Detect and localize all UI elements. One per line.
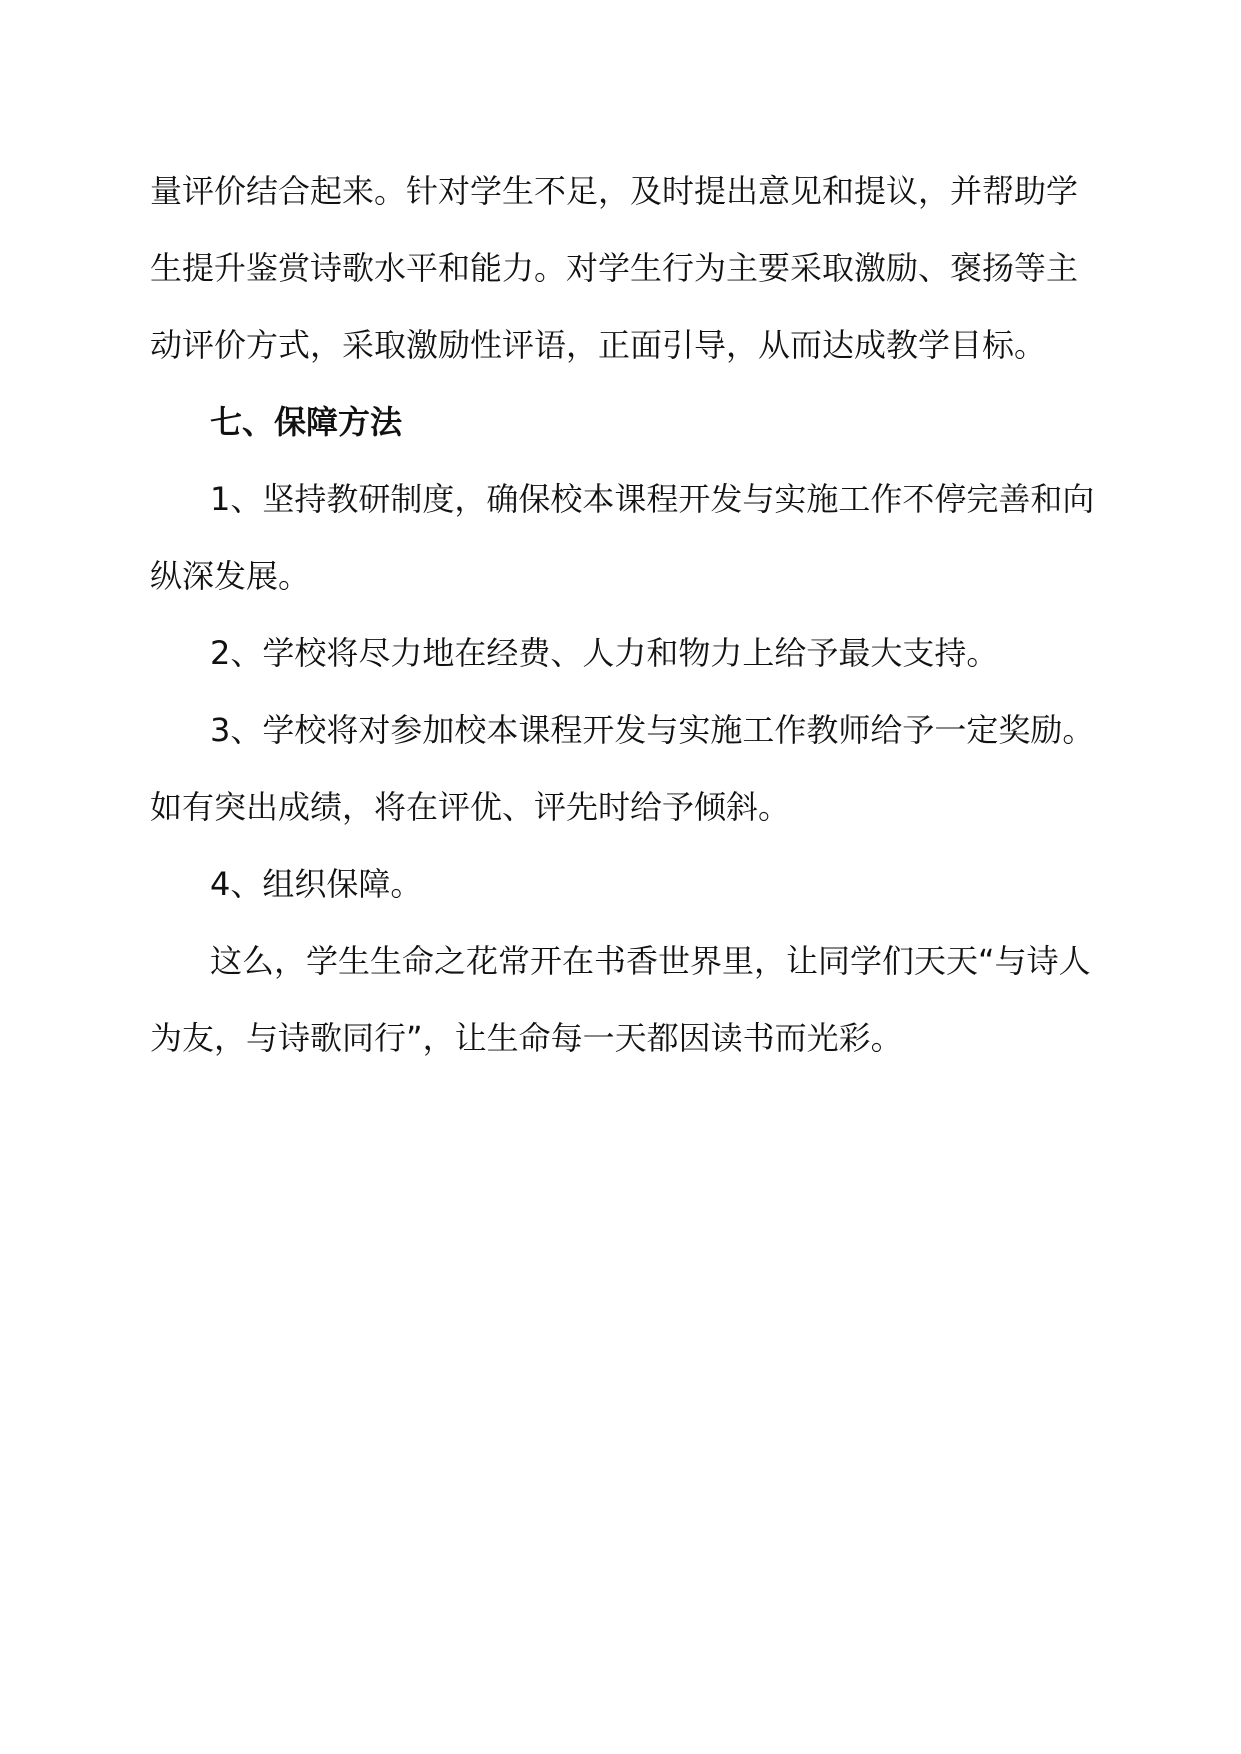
list-item-teaching-research: 1、坚持教研制度，确保校本课程开发与实施工作不停完善和向纵深发展。 (150, 480, 1095, 595)
list-item-funding-support: 2、学校将尽力地在经费、人力和物力上给予最大支持。 (210, 634, 999, 672)
paragraph-conclusion: 这么，学生生命之花常开在书香世界里，让同学们天天“与诗人为友，与诗歌同行”，让生命每一天都因读书而光彩。 (150, 942, 1091, 1057)
document-body (150, 153, 1100, 1077)
list-item-organization: 4、组织保障。 (210, 865, 423, 903)
list-item-teacher-rewards: 3、学校将对参加校本课程开发与实施工作教师给予一定奖励。如有突出成绩，将在评优、评先时给予倾斜。 (150, 711, 1095, 826)
paragraph-evaluation-continued: 量评价结合起来。针对学生不足，及时提出意见和提议，并帮助学生提升鉴赏诗歌水平和能力。对学生行为主要采取激励、褒扬等主动评价方式，采取激励性评语，正面引导，从而达成教学目标。 (150, 172, 1079, 364)
section-heading-guarantee-methods: 七、保障方法 (210, 403, 403, 441)
